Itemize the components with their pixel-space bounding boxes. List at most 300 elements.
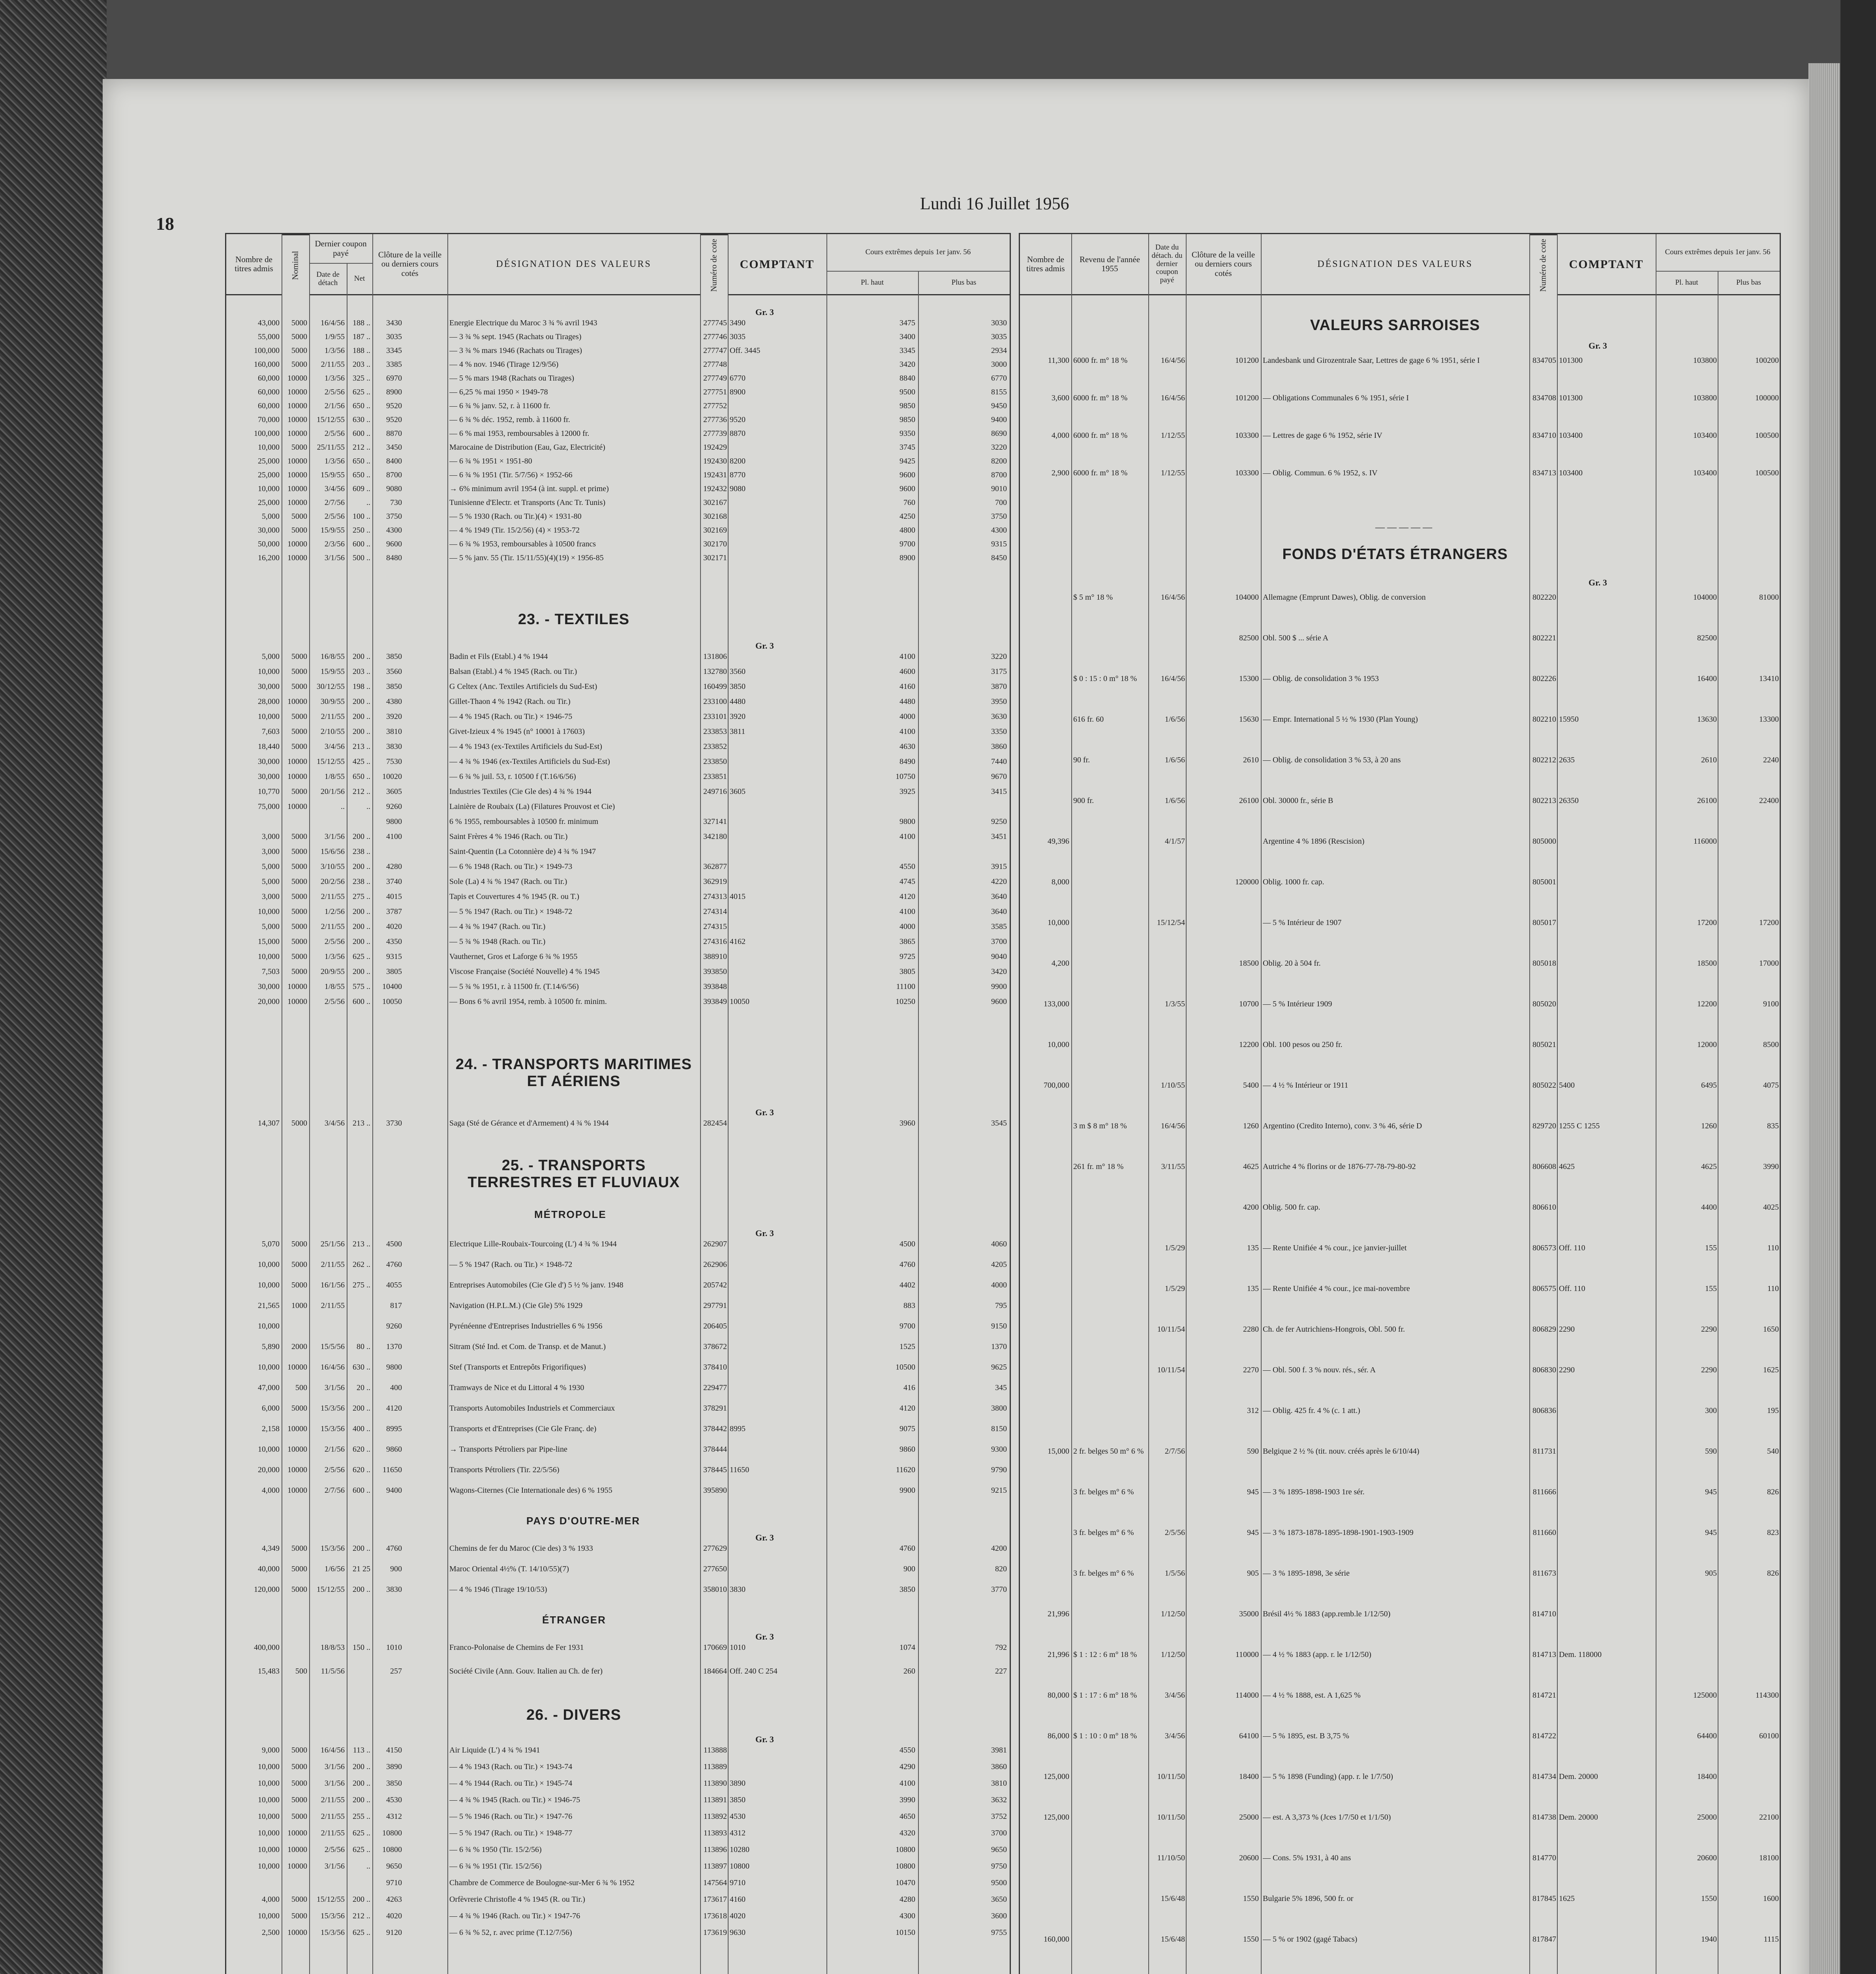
cell-b: 9215 — [991, 1486, 1007, 1494]
cell-nom: 5000 — [291, 713, 307, 721]
cell-c: 10800 — [730, 1862, 749, 1870]
cell-b: 8150 — [991, 1425, 1007, 1433]
cell-n: 10,000 — [258, 713, 280, 721]
cell-nom: 5000 — [291, 683, 307, 691]
cell-net: 262 .. — [353, 1261, 370, 1268]
cell-des: — 5 % 1930 (Rach. ou Tir.)(4) × 1931-80 — [449, 512, 582, 520]
cell-c: Off. 110 — [1559, 1244, 1585, 1252]
cell-clo: 64100 — [1239, 1732, 1259, 1740]
cell-des: — Obl. 500 f. 3 % nouv. rés., sér. A — [1263, 1366, 1376, 1374]
cell-nom: 5000 — [291, 953, 307, 961]
cell-h: 6495 — [1701, 1081, 1717, 1089]
cell-clo: 9600 — [386, 540, 402, 548]
cell-n: 15,000 — [258, 938, 280, 946]
cell-clo: 5400 — [1243, 1081, 1259, 1089]
col-cours-extremes: Cours extrêmes depuis 1er janv. 56 — [826, 234, 1010, 272]
table-row — [226, 1912, 1010, 1921]
cell-clo: 9520 — [386, 402, 402, 410]
cell-clo: 400 — [390, 1384, 402, 1392]
table-row — [226, 1281, 1010, 1291]
table-row — [1020, 1935, 1780, 1945]
cell-clo: 312 — [1247, 1407, 1259, 1415]
cell-n: 14,307 — [258, 1119, 280, 1127]
cell-des: Chemins de fer du Maroc (Cie des) 3 % 1933 — [449, 1544, 593, 1552]
cell-date: 2/11/55 — [321, 1796, 345, 1804]
cell-n: 4,000 — [262, 1486, 280, 1494]
cell-c: Off. 3445 — [730, 347, 761, 355]
table-row — [226, 1343, 1010, 1352]
table-row — [226, 388, 1010, 398]
cell-n: 125,000 — [1044, 1773, 1069, 1781]
cell-date: 2/5/56 — [324, 430, 345, 437]
cell-c: 6770 — [730, 374, 746, 382]
cell-num: 277751 — [703, 388, 727, 396]
table-row — [226, 923, 1010, 932]
cell-n: 60,000 — [258, 388, 280, 396]
cell-h: 9900 — [900, 1486, 915, 1494]
cell-net: .. — [366, 803, 370, 811]
cell-num: 834708 — [1532, 394, 1556, 402]
cell-date: 3/4/56 — [324, 743, 345, 751]
cell-h: 4500 — [900, 1240, 915, 1248]
cell-h: 3745 — [900, 443, 915, 451]
cell-n: 2,158 — [262, 1425, 280, 1433]
region-title: ÉTRANGER — [542, 1614, 606, 1626]
cell-date: 2/11/55 — [321, 1829, 345, 1837]
table-row — [226, 788, 1010, 797]
cell-h: 25000 — [1697, 1813, 1717, 1821]
col-numero: Numéro de cote — [700, 234, 728, 295]
cell-des: — 6 ¾ % janv. 52, r. à 11600 fr. — [449, 402, 550, 410]
cell-b: 835 — [1767, 1122, 1779, 1130]
table-row — [226, 1813, 1010, 1822]
cell-b: 9500 — [991, 1879, 1007, 1887]
cell-date: 1/2/56 — [324, 908, 345, 916]
cell-n: 4,200 — [1052, 959, 1069, 967]
cell-num: 113893 — [703, 1829, 727, 1837]
cell-num: 262907 — [703, 1240, 727, 1248]
cell-h: 18400 — [1697, 1773, 1717, 1781]
cell-h: 416 — [903, 1384, 915, 1392]
table-row — [1020, 593, 1780, 603]
cell-clo: 8870 — [386, 430, 402, 437]
cell-b: 100200 — [1755, 357, 1779, 364]
cell-date: 15/9/55 — [320, 668, 345, 676]
table-row — [226, 1644, 1010, 1653]
col-nominal: Nominal — [282, 234, 309, 295]
cell-h: 10150 — [896, 1929, 915, 1936]
cell-des: Chambre de Commerce de Boulogne-sur-Mer 6 ¾ % 1952 — [449, 1879, 635, 1887]
cell-nom: 10000 — [287, 402, 307, 410]
cell-n: 160,000 — [1044, 1935, 1069, 1943]
cell-b: 3545 — [991, 1119, 1007, 1127]
cell-h: 4280 — [900, 1895, 915, 1903]
cell-h: 103400 — [1693, 469, 1717, 477]
cell-clo: 120000 — [1235, 878, 1259, 886]
cell-nom: 5000 — [291, 848, 307, 856]
cell-n: 15,483 — [258, 1667, 280, 1675]
cell-n: 10,000 — [258, 443, 280, 451]
cell-num: 802213 — [1532, 797, 1556, 805]
cell-n: 70,000 — [258, 416, 280, 424]
cell-nom: 5000 — [291, 1404, 307, 1412]
cell-des: — 6 ¾ % 52, r. avec prime (T.12/7/56) — [449, 1929, 572, 1936]
cell-net: 620 .. — [353, 1466, 370, 1474]
table-row — [226, 698, 1010, 707]
cell-des: — 5 % 1898 (Funding) (app. r. le 1/7/50) — [1263, 1773, 1393, 1781]
cell-des: — Rente Unifiée 4 % cour., jce mai-novembre — [1263, 1285, 1410, 1293]
cell-num: 277747 — [703, 347, 727, 355]
cell-h: 11620 — [896, 1466, 915, 1474]
cell-b: 3915 — [991, 863, 1007, 871]
table-row — [226, 758, 1010, 767]
cell-net: 200 .. — [353, 1796, 370, 1804]
cell-c: 9520 — [730, 416, 746, 424]
table-row — [226, 512, 1010, 522]
cell-b: 60100 — [1759, 1732, 1779, 1740]
cell-num: 805000 — [1532, 837, 1556, 845]
cell-des: — 4 % 1943 (Rach. ou Tir.) × 1943-74 — [449, 1763, 573, 1771]
table-row — [226, 319, 1010, 328]
cell-n: 10,000 — [258, 1829, 280, 1837]
cell-n: 47,000 — [258, 1384, 280, 1392]
cell-n: 5,000 — [262, 923, 280, 931]
cell-b: 9900 — [991, 983, 1007, 991]
cell-h: 9725 — [900, 953, 915, 961]
cell-h: 4100 — [900, 728, 915, 736]
cell-n: 11,300 — [1048, 357, 1069, 364]
table-row — [226, 1895, 1010, 1905]
cell-net: 620 .. — [353, 1445, 370, 1453]
cell-nom: 10000 — [287, 758, 307, 766]
table-row — [226, 983, 1010, 992]
cell-clo: 35000 — [1239, 1610, 1259, 1618]
cell-h: 9800 — [900, 818, 915, 826]
table-row — [1020, 1610, 1780, 1619]
cell-num: 802212 — [1532, 756, 1556, 764]
cell-net: 400 .. — [353, 1425, 370, 1433]
cell-c: 3850 — [730, 683, 746, 691]
cell-date: 20/9/55 — [320, 968, 345, 976]
cell-rev: 6000 fr. m° 18 % — [1073, 432, 1128, 439]
table-row — [1020, 1163, 1780, 1172]
cell-date: 15/12/55 — [316, 416, 345, 424]
cell-date: 2/1/56 — [324, 402, 345, 410]
cell-date: 25/11/55 — [317, 443, 345, 451]
table-row — [226, 416, 1010, 425]
cell-h: 1525 — [900, 1343, 915, 1351]
cell-clo: 8480 — [386, 554, 402, 562]
cell-des: — Oblig. de consolidation 3 % 1953 — [1263, 675, 1379, 683]
table-row — [1020, 1651, 1780, 1660]
table-row — [226, 728, 1010, 737]
cell-rev: 6000 fr. m° 18 % — [1073, 469, 1128, 477]
cell-b: 13300 — [1759, 715, 1779, 723]
cell-n: 15,000 — [1048, 1447, 1069, 1455]
cell-b: 8155 — [991, 388, 1007, 396]
cell-h: 16400 — [1697, 675, 1717, 683]
table-row — [1020, 1691, 1780, 1701]
cell-n: 86,000 — [1048, 1732, 1069, 1740]
cell-b: 3752 — [991, 1813, 1007, 1820]
cell-net: 625 .. — [353, 1829, 370, 1837]
cell-b: 3981 — [991, 1746, 1007, 1754]
cell-date: 30/12/55 — [316, 683, 345, 691]
cell-date: 16/4/56 — [1161, 357, 1185, 364]
table-row — [226, 1586, 1010, 1595]
cell-num: 805020 — [1532, 1000, 1556, 1008]
cell-num: 802221 — [1532, 634, 1556, 642]
cell-h: 4550 — [900, 863, 915, 871]
cell-clo: 3740 — [386, 878, 402, 886]
cell-n: 60,000 — [258, 402, 280, 410]
cell-h: 104000 — [1693, 593, 1717, 601]
cell-num: 362919 — [703, 878, 727, 886]
right-table — [1019, 233, 1781, 1974]
cell-clo: 8900 — [386, 388, 402, 396]
cell-date: 1/8/55 — [324, 983, 345, 991]
cell-num: 277749 — [703, 374, 727, 382]
cell-num: 173617 — [703, 1895, 727, 1903]
cell-c: 101300 — [1559, 394, 1583, 402]
cell-num: 277746 — [703, 333, 727, 341]
cell-n: 10,000 — [258, 1912, 280, 1920]
cell-net: 609 .. — [353, 485, 370, 493]
cell-c: 26350 — [1559, 797, 1579, 805]
cell-nom: 2000 — [291, 1343, 307, 1351]
cell-h: 4745 — [900, 878, 915, 886]
col-net: Net — [347, 264, 372, 295]
table-row — [226, 953, 1010, 962]
cell-num: 277629 — [703, 1544, 727, 1552]
cell-n: 2,500 — [262, 1929, 280, 1936]
table-row — [226, 443, 1010, 453]
cell-num: 806608 — [1532, 1163, 1556, 1171]
cell-clo: 4015 — [386, 893, 402, 901]
cell-h: 2610 — [1701, 756, 1717, 764]
cell-net: 275 .. — [353, 1281, 370, 1289]
table-row — [226, 1261, 1010, 1270]
cell-num: 113892 — [703, 1813, 727, 1820]
cell-h: 300 — [1705, 1407, 1717, 1415]
right-dark-edge — [1840, 0, 1876, 1974]
cell-net: 200 .. — [353, 863, 370, 871]
cell-num: 132780 — [703, 668, 727, 676]
cell-num: 282454 — [703, 1119, 727, 1127]
cell-num: 327141 — [703, 818, 727, 826]
cell-h: 4760 — [900, 1544, 915, 1552]
cell-num: 113896 — [703, 1846, 727, 1854]
cell-date: 4/1/57 — [1164, 837, 1185, 845]
cell-n: 10,000 — [258, 485, 280, 493]
cell-clo: 9080 — [386, 485, 402, 493]
cell-clo: 3830 — [386, 1586, 402, 1593]
section-title: 23. - TEXTILES — [518, 611, 630, 628]
cell-num: 113891 — [703, 1796, 727, 1804]
cell-net: .. — [366, 499, 370, 507]
cell-b: 3350 — [991, 728, 1007, 736]
cell-b: 3700 — [991, 1829, 1007, 1837]
cell-h: 260 — [903, 1667, 915, 1675]
cell-des: Energie Electrique du Maroc 3 ¾ % avril 1943 — [449, 319, 597, 327]
cell-nom: 5000 — [291, 360, 307, 368]
cell-n: 5,890 — [262, 1343, 280, 1351]
cell-clo: 9860 — [386, 1445, 402, 1453]
cell-des: — 6 ¾ % 1951 × 1951-80 — [449, 457, 532, 465]
cell-date: 1/10/55 — [1161, 1081, 1185, 1089]
cell-clo: 9315 — [386, 953, 402, 961]
table-row — [1020, 1529, 1780, 1538]
cell-b: 9315 — [991, 540, 1007, 548]
cell-c: 2290 — [1559, 1366, 1575, 1374]
cell-nom: 5000 — [291, 878, 307, 886]
table-row — [226, 1879, 1010, 1888]
cell-num: 811666 — [1532, 1488, 1556, 1496]
cell-nom: 10000 — [287, 773, 307, 781]
cell-nom: 10000 — [287, 499, 307, 507]
cell-nom: 10000 — [287, 1829, 307, 1837]
cell-c: 3605 — [730, 788, 746, 796]
cell-c: 103400 — [1559, 432, 1583, 439]
cell-b: 9750 — [991, 1862, 1007, 1870]
cell-des: Brésil 4½ % 1883 (app.remb.le 1/12/50) — [1263, 1610, 1391, 1618]
cell-n: 6,000 — [262, 1404, 280, 1412]
table-row — [1020, 394, 1780, 403]
cell-nom: 10000 — [287, 374, 307, 382]
cell-clo: 3035 — [386, 333, 402, 341]
cell-h: 13630 — [1697, 715, 1717, 723]
cell-des: Argentine 4 % 1896 (Rescision) — [1263, 837, 1365, 845]
cell-num: 802220 — [1532, 593, 1556, 601]
cell-clo: 4055 — [386, 1281, 402, 1289]
cell-date: 2/5/56 — [1164, 1529, 1185, 1537]
cell-c: Off. 240 C 254 — [730, 1667, 777, 1675]
cell-h: 8490 — [900, 758, 915, 766]
cell-n: 10,000 — [258, 1779, 280, 1787]
group-label: Gr. 3 — [755, 641, 774, 651]
cell-net: 200 .. — [353, 833, 370, 841]
cell-h: 9600 — [900, 485, 915, 493]
cell-b: 3750 — [991, 512, 1007, 520]
cell-num: 233101 — [703, 713, 727, 721]
cell-des: — 4 % 1949 (Tir. 15/2/56) (4) × 1953-72 — [449, 526, 580, 534]
cell-num: 113897 — [703, 1862, 727, 1870]
cell-c: 4480 — [730, 698, 746, 706]
cell-net: 198 .. — [353, 683, 370, 691]
cell-clo: 9650 — [386, 1862, 402, 1870]
table-row — [1020, 1122, 1780, 1131]
cell-b: 792 — [995, 1644, 1007, 1651]
table-row — [226, 773, 1010, 782]
cell-c: 103400 — [1559, 469, 1583, 477]
cell-net: 188 .. — [353, 347, 370, 355]
cell-h: 4000 — [900, 713, 915, 721]
cell-date: 11/10/50 — [1157, 1854, 1185, 1862]
cell-des: Obl. 500 $ ... série A — [1263, 634, 1329, 642]
cell-clo: 101200 — [1235, 394, 1259, 402]
cell-b: 795 — [995, 1302, 1007, 1310]
cell-net: 200 .. — [353, 923, 370, 931]
cell-b: 1115 — [1763, 1935, 1779, 1943]
cell-b: 4025 — [1763, 1203, 1779, 1211]
cell-num: 302169 — [703, 526, 727, 534]
cell-des: Obl. 100 pesos ou 250 fr. — [1263, 1041, 1343, 1049]
cell-clo: 4760 — [386, 1544, 402, 1552]
cell-h: 1260 — [1701, 1122, 1717, 1130]
table-row — [1020, 1000, 1780, 1010]
cell-nom: 10000 — [287, 698, 307, 706]
cell-des: Société Civile (Ann. Gouv. Italien au Ch. de fer) — [449, 1667, 603, 1675]
cell-h: 3865 — [900, 938, 915, 946]
cell-num: 302168 — [703, 512, 727, 520]
cell-des: Saga (Sté de Gérance et d'Armement) 4 ¾ % 1944 — [449, 1119, 609, 1127]
cell-net: 650 .. — [353, 402, 370, 410]
cell-c: 3890 — [730, 1779, 746, 1787]
cell-net: 212 .. — [353, 788, 370, 796]
group-label: Gr. 3 — [1589, 578, 1607, 587]
cell-des: Maroc Oriental 4½% (T. 14/10/55)(7) — [449, 1565, 569, 1573]
cell-clo: 9260 — [386, 803, 402, 811]
cell-date: 2/5/56 — [324, 512, 345, 520]
table-row — [226, 938, 1010, 947]
cell-clo: 15300 — [1239, 675, 1259, 683]
cell-date: .. — [341, 803, 345, 811]
cell-clo: 3850 — [386, 653, 402, 661]
cell-des: Ch. de fer Autrichiens-Hongrois, Obl. 500 fr. — [1263, 1325, 1405, 1333]
cell-num: 277739 — [703, 430, 727, 437]
cell-h: 760 — [903, 499, 915, 507]
cell-net: 200 .. — [353, 1779, 370, 1787]
cell-clo: 1260 — [1243, 1122, 1259, 1130]
table-row — [1020, 715, 1780, 725]
cell-h: 26100 — [1697, 797, 1717, 805]
cell-date: 1/5/29 — [1164, 1285, 1185, 1293]
cell-n: 10,000 — [258, 1862, 280, 1870]
cell-h: 4100 — [900, 833, 915, 841]
cell-nom: 5000 — [291, 908, 307, 916]
table-row — [226, 1746, 1010, 1756]
cell-date: 3/4/56 — [324, 1119, 345, 1127]
cell-num: 814770 — [1532, 1854, 1556, 1862]
cell-des: — 5 ¾ % 1951, r. à 11500 fr. (T.14/6/56) — [449, 983, 579, 991]
cell-n: 10,770 — [258, 788, 280, 796]
cell-h: 9850 — [900, 402, 915, 410]
cell-net: 500 .. — [353, 554, 370, 562]
cell-n: 7,503 — [262, 968, 280, 976]
cell-num: 113888 — [703, 1746, 727, 1754]
cell-b: 3990 — [1763, 1163, 1779, 1171]
cell-net: 200 .. — [353, 1404, 370, 1412]
cell-clo: 4200 — [1243, 1203, 1259, 1211]
cell-h: 103800 — [1693, 357, 1717, 364]
cell-num: 395890 — [703, 1486, 727, 1494]
cell-c: 8200 — [730, 457, 746, 465]
cell-clo: 9260 — [386, 1322, 402, 1330]
cell-h: 10750 — [896, 773, 915, 781]
cell-clo: 10800 — [382, 1829, 402, 1837]
cell-c: 8995 — [730, 1425, 746, 1433]
table-row — [1020, 1488, 1780, 1497]
cell-n: 125,000 — [1044, 1813, 1069, 1821]
cell-num: 811673 — [1532, 1569, 1556, 1577]
cell-des: — Cons. 5% 1931, à 40 ans — [1263, 1854, 1351, 1862]
cell-date: 2/5/56 — [324, 1846, 345, 1854]
cell-net: 200 .. — [353, 1544, 370, 1552]
cell-n: 10,000 — [258, 908, 280, 916]
cell-nom: 5000 — [291, 347, 307, 355]
cell-c: 10050 — [730, 998, 749, 1006]
cell-des: Marocaine de Distribution (Eau, Gaz, Electricité) — [449, 443, 605, 451]
